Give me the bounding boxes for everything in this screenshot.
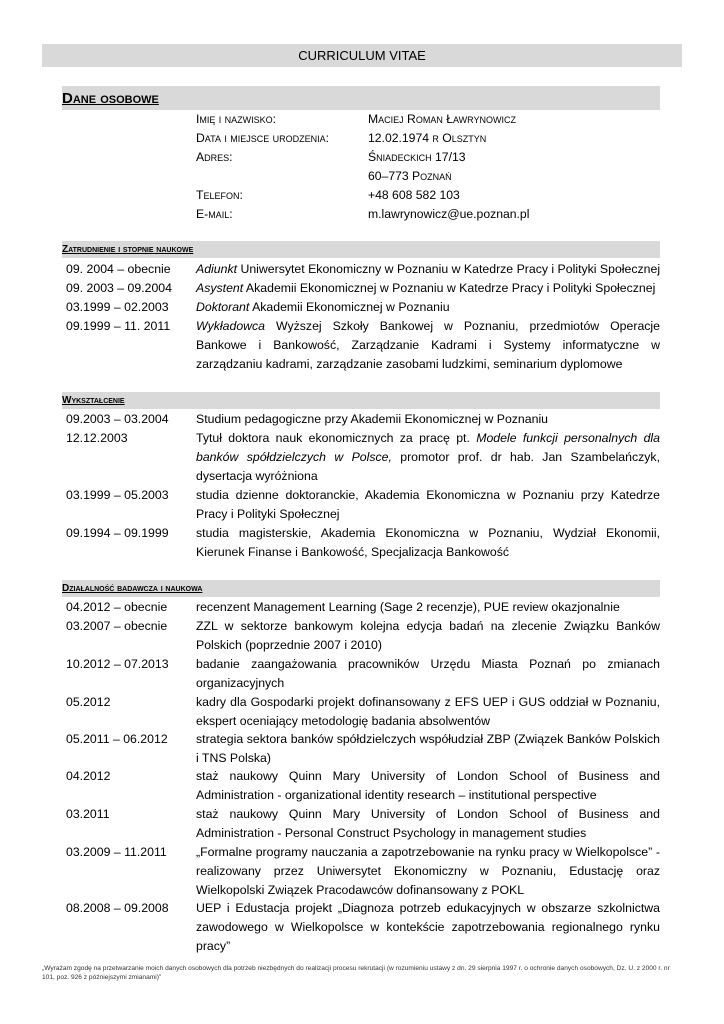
entry-date: 03.1999 – 02.2003: [66, 300, 169, 314]
entry-description: studia magisterskie, Akademia Ekonomiczna w Poznaniu, Wydział Ekonomii, Kierunek Finanse i Bankowość, Specjalizacja Bankowość: [196, 526, 660, 559]
entry-date: 09.1999 – 11. 2011: [66, 319, 171, 333]
section-heading-employment: Zatrudnienie i stopnie naukowe: [62, 241, 660, 258]
entry-date: 04.2012: [66, 769, 111, 783]
research-entry: [66, 655, 660, 693]
entry-description: recenzent Management Learning (Sage 2 recenzje), PUE review okazjonalnie: [196, 600, 620, 614]
research-entry: [66, 899, 660, 956]
entry-date: 09. 2003 – 09.2004: [66, 281, 172, 295]
label-email: E-mail:: [196, 207, 233, 221]
research-entry: [66, 843, 660, 900]
entry-description: [196, 429, 660, 486]
entry-role: Adiunkt: [196, 262, 238, 276]
entry-description: [196, 317, 660, 374]
entry-description: Studium pedagogiczne przy Akademii Ekonomicznej w Poznaniu: [196, 412, 549, 426]
entry-role: Wykładowca: [196, 319, 266, 333]
entry-date: 08.2008 – 09.2008: [66, 901, 169, 915]
entry-description: staż naukowy Quinn Mary University of London School of Business and Administration - organizational identity research – institutional perspective: [196, 769, 660, 802]
entry-description: [196, 298, 660, 317]
research-entry: [66, 693, 660, 731]
entry-description: ZZL w sektorze bankowym kolejna edycja badań na zlecenie Związku Banków Polskich (poprzednie 2007 i 2010): [196, 619, 660, 652]
entry-description: staż naukowy Quinn Mary University of London School of Business and Administration - Personal Construct Psychology in management studies: [196, 807, 660, 840]
data-consent-clause: „Wyrażam zgodę na przetwarzanie moich danych osobowych dla potrzeb niezbędnych do realizacji procesu rekrutacji (w rozumieniu ustawy z dn. 29 sierpnia 1997 r. o ochronie danych osobowych, Dz. U. z 2000 r. nr 101, poz. 926 z późniejszymi zmianami)”: [42, 965, 670, 981]
entry-date: 09. 2004 – obecnie: [66, 262, 171, 276]
entry-description: studia dzienne doktoranckie, Akademia Ekonomiczna w Poznaniu przy Katedrze Pracy i Polityki Społecznej: [196, 488, 660, 521]
value-birth: 12.02.1974 r Olsztyn: [368, 131, 487, 145]
entry-description: „Formalne programy nauczania a zapotrzebowanie na rynku pracy w Wielkopolsce” - realizowany przez Uniwersytet Ekonomiczny w Poznaniu, Edustację oraz Wielkopolski Związek Pracodawców dofinansowany z POKL: [196, 845, 660, 897]
section-heading-personal: Dane osobowe: [62, 86, 660, 110]
research-entry: [66, 730, 660, 768]
value-address-street: Śniadeckich 17/13: [368, 150, 466, 164]
section-heading-education: Wykształcenie: [62, 392, 660, 409]
entry-description: badanie zaangażowania pracowników Urzędu Miasta Poznań po zmianach organizacyjnych: [196, 657, 660, 690]
research-entry: [66, 617, 660, 655]
research-entry: [66, 805, 660, 843]
label-phone: Telefon:: [196, 188, 243, 202]
entry-date: 05.2011 – 06.2012: [66, 732, 168, 746]
entry-role: Doktorant: [196, 300, 250, 314]
employment-entry: [66, 260, 660, 279]
value-address-city: 60–773 Poznań: [368, 169, 452, 183]
label-name: Imię i nazwisko:: [196, 112, 277, 126]
entry-date: 12.12.2003: [66, 431, 128, 445]
entry-description: strategia sektora banków spółdzielczych współudział ZBP (Związek Banków Polskich i TNS Polska): [196, 732, 660, 765]
entry-description: [196, 260, 660, 279]
entry-description: [196, 279, 660, 298]
employment-entry: [66, 317, 660, 374]
employment-entry: [66, 298, 660, 317]
entry-date: 05.2012: [66, 695, 111, 709]
entry-text: Tytuł doktora nauk ekonomicznych za pracę pt.: [196, 431, 477, 445]
education-entry: [66, 486, 660, 524]
entry-date: 09.1994 – 09.1999: [66, 526, 169, 540]
label-birth: Data i miejsce urodzenia:: [196, 131, 330, 145]
entry-date: 04.2012 – obecnie: [66, 600, 168, 614]
section-heading-research: Działalność badawcza i naukowa: [62, 580, 660, 597]
entry-date: 03.2007 – obecnie: [66, 619, 168, 633]
value-phone: +48 608 582 103: [368, 188, 460, 202]
document-title: CURRICULUM VITAE: [42, 44, 682, 67]
research-entry: [66, 598, 660, 617]
entry-text: Akademii Ekonomicznej w Poznaniu: [249, 300, 450, 314]
entry-text: Akademii Ekonomicznej w Poznaniu w Katedrze Pracy i Polityki Społecznej: [243, 281, 656, 295]
entry-date: 03.2011: [66, 807, 110, 821]
education-entry: [66, 524, 660, 562]
entry-text: Uniwersytet Ekonomiczny w Poznaniu w Katedrze Pracy i Polityki Społecznej: [237, 262, 661, 276]
education-entry: [66, 429, 660, 486]
entry-date: 09.2003 – 03.2004: [66, 412, 169, 426]
education-entry: [66, 410, 660, 429]
value-email: m.lawrynowicz@ue.poznan.pl: [368, 207, 530, 221]
entry-text: promotor prof. dr hab. Jan Szambelańczyk, dysertacja wyróżniona: [196, 450, 660, 483]
entry-description: UEP i Edustacja projekt „Diagnoza potrzeb edukacyjnych w obszarze szkolnictwa zawodowego w Wielkopolsce w kontekście zapotrzebowania regionalnego rynku pracy”: [196, 901, 660, 953]
entry-role: Asystent: [196, 281, 244, 295]
thesis-title: Modele funkcji personalnych dla banków spółdzielczych w Polsce,: [196, 431, 660, 464]
entry-text: Wyższej Szkoły Bankowej w Poznaniu, przedmiotów Operacje Bankowe i Bankowość, Zarządzanie Kadrami i Systemy informatyczne w zarządzaniu kadrami, zarządzanie zasobami ludzkimi, seminarium dyplomowe: [196, 319, 660, 371]
entry-date: 03.2009 – 11.2011: [66, 845, 167, 859]
research-entry: [66, 767, 660, 805]
entry-date: 10.2012 – 07.2013: [66, 657, 169, 671]
employment-entry: [66, 279, 660, 298]
entry-description: kadry dla Gospodarki projekt dofinansowany z EFS UEP i GUS oddział w Poznaniu, ekspert oceniający metodologię badania absolwentów: [196, 695, 660, 728]
value-name: Maciej Roman Ławrynowicz: [368, 112, 517, 126]
label-address: Adres:: [196, 150, 233, 164]
entry-date: 03.1999 – 05.2003: [66, 488, 169, 502]
